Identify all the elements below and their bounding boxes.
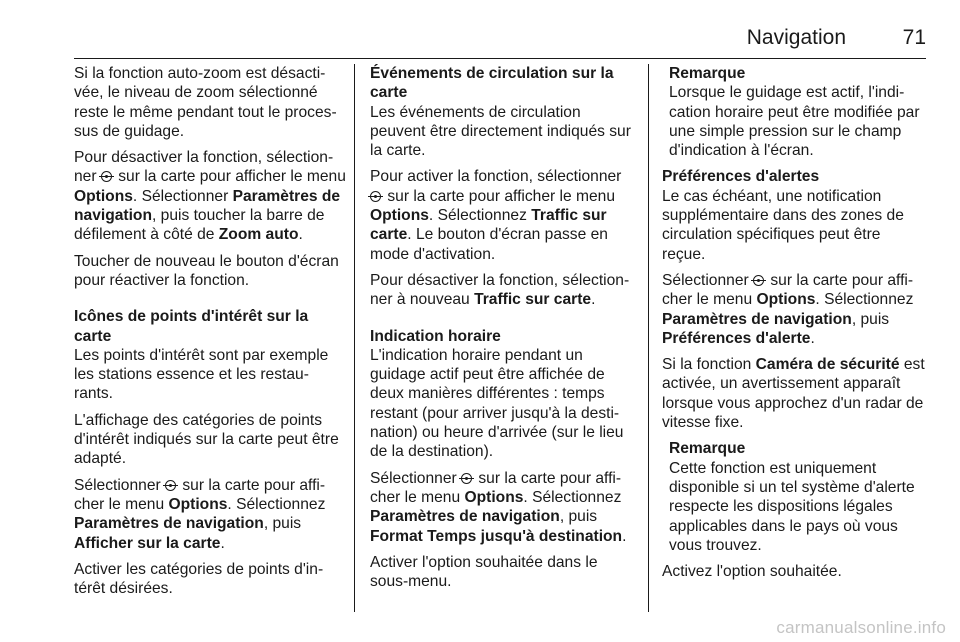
section: Indication horaire L'indication horaire pendant un guidage actif peut être affichée de deux manières différentes : temps restant (pour arriver jusqu'à la desti-nation) ou heure d'arrivée (sur le lieu de la destination). [370,327,634,462]
heading: Événements de circulation sur la carte [370,65,614,102]
watermark: carmanualsonline.info [776,618,946,637]
header-rule [74,58,926,59]
heading: Préférences d'alertes [662,168,820,186]
map-target-icon [461,473,472,484]
paragraph: Pour désactiver la fonction, sélection-ner sur la carte pour afficher le menu Options. Sélectionner Paramètres de navigation, puis toucher la barre de défilement à côté de Zoom auto. [74,149,346,244]
note-title: Remarque [669,65,746,82]
paragraph: Pour activer la fonction, sélectionner sur la carte pour afficher le menu Options. Sélectionnez Traffic sur carte. Le bouton d'écran passe en mode d'activation. [370,168,622,263]
map-target-icon [370,191,381,202]
column-middle [370,64,634,598]
paragraph: Pour désactiver la fonction, sélection-ner à nouveau Traffic sur carte. [370,271,630,309]
note: Remarque Lorsque le guidage est actif, l'indi-cation horaire peut être modifiée par une simple pression sur le champ d'indication à l'écran. [662,64,928,160]
column-divider [354,64,355,612]
section: Préférences d'alertes Le cas échéant, une notification supplémentaire dans des zones de circulation spécifiques peut être reçue. [662,167,928,263]
column-left [74,64,346,605]
section: Événements de circulation sur la carte Les événements de circulation peuvent être directement indiqués sur la carte. [370,64,634,160]
map-target-icon [165,480,176,491]
paragraph: Sélectionner sur la carte pour affi-cher le menu Options. Sélectionnez Paramètres de navigation, puis Format Temps jusqu'à destination. [370,469,627,545]
heading: Icônes de points d'intérêt sur la carte [74,308,309,345]
paragraph: Activer l'option souhaitée dans le sous-menu. [370,553,598,591]
paragraph: Sélectionner sur la carte pour affi-cher le menu Options. Sélectionnez Paramètres de navigation, puis Afficher sur la carte. [74,476,326,552]
column-right [662,64,928,588]
page-number: 71 [902,26,926,49]
note-title: Remarque [669,440,746,458]
paragraph: Sélectionner sur la carte pour affi-cher le menu Options. Sélectionnez Paramètres de navigation, puis Préférences d'alerte. [662,271,914,347]
heading: Indication horaire [370,327,501,345]
note: Remarque Cette fonction est uniquement disponible si un tel système d'alerte respecte les dispositions légales applicables dans le pays où vous vous trouvez. [662,439,928,555]
section-title: Navigation [746,26,846,49]
map-target-icon [753,275,764,286]
page-header [74,26,926,56]
paragraph: Toucher de nouveau le bouton d'écran pour réactiver la fonction. [74,252,339,289]
paragraph: L'affichage des catégories de points d'intérêt indiqués sur la carte peut être adapté. [74,411,339,468]
column-divider [648,64,649,612]
paragraph: Si la fonction Caméra de sécurité est activée, un avertissement apparaît lorsque vous approchez d'un radar de vitesse fixe. [662,356,925,432]
section: Icônes de points d'intérêt sur la carte Les points d'intérêt sont par exemple les stations essence et les restau-rants. [74,307,346,403]
paragraph: Activez l'option souhaitée. [662,563,842,581]
map-target-icon [101,171,112,182]
paragraph: Si la fonction auto-zoom est désacti-vée, le niveau de zoom sélectionné reste le même pendant tout le proces-sus de guidage. [74,65,337,140]
paragraph: Activer les catégories de points d'in-térêt désirées. [74,560,324,598]
